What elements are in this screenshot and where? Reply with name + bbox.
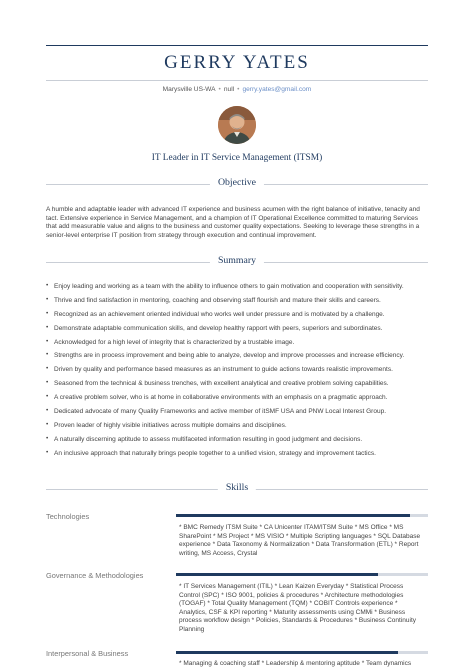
profile-photo xyxy=(218,106,256,144)
location: Marysville US-WA xyxy=(162,86,216,93)
list-item: • An inclusive approach that naturally brings people together to a unified vision, strategy and improvement tactics. xyxy=(46,448,376,457)
list-item: • Proven leader of highly visible initiatives across multiple domains and disciplines. xyxy=(46,420,287,429)
list-item: • A naturally discerning aptitude to assess multifaceted information resulting in good judgment and decisions. xyxy=(46,434,363,443)
list-item: • Recognized as an achievement oriented individual who works well under pressure and is motivated by a challenge. xyxy=(46,309,385,318)
profile-photo-image xyxy=(218,106,256,144)
skill-level-bar xyxy=(176,651,428,654)
candidate-name: GERRY YATES xyxy=(164,52,310,73)
name-divider xyxy=(46,80,428,81)
email-link[interactable]: gerry.yates@gmail.com xyxy=(242,86,312,93)
list-item: • Strengths are in process improvement and being able to analyze, develop and improve processes and increase efficiency. xyxy=(46,351,405,360)
list-item: • A creative problem solver, who is at home in collaborative environments with an emphasis on a pragmatic approach. xyxy=(46,393,388,402)
skill-level-fill xyxy=(176,514,410,517)
summary-heading xyxy=(46,255,428,269)
list-item: • Demonstrate adaptable communication skills, and develop healthy rapport with peers, superiors and subordinates. xyxy=(46,323,383,332)
skill-level-bar xyxy=(176,573,428,576)
objective-text: A humble and adaptable leader with advanced IT experience and business acumen with the right balance of initiative, tenacity and tact. Extensive experience in Service Management, and a champion of IT Operational Excellence committed to maturing Services that add measurable value and aligns to the business and customer quality expectations. Seeking to leverage these strengths in a senior-level enterprise IT position from strategy through execution and continual improvement. xyxy=(46,206,420,239)
skill-level-fill xyxy=(176,651,398,654)
objective-heading xyxy=(46,177,428,191)
summary-list xyxy=(46,283,428,464)
headline: IT Leader in IT Service Management (ITSM) xyxy=(151,153,323,163)
skill-label-technologies: Technologies xyxy=(46,512,90,521)
list-item: • Enjoy leading and working as a team with the ability to influence others to gain motivation and cooperation with sensitivity. xyxy=(46,282,404,290)
skill-text-governance: * IT Services Management (ITIL) * Lean Kaizen Everyday * Statistical Process Control (SPC) * ISO 9001, policies & procedures * Architecture methodologies (TOGAF) * Total Quality Management (TQM) * COBIT Controls experience * Analytics, CSF & KPI reporting * Maturity assessments using CMMi * Business process workflow design * Policies, Standards & Procedures * Business Continuity Planning xyxy=(179,583,417,633)
skill-label-interpersonal: Interpersonal & Business xyxy=(46,649,129,658)
skills-heading xyxy=(46,482,428,496)
skill-level-fill xyxy=(176,573,378,576)
contact-line xyxy=(0,86,474,93)
list-item: • Seasoned from the technical & business trenches, with excellent analytical and creative problem solving capabilities. xyxy=(46,379,389,388)
objective-title: Objective xyxy=(210,177,264,188)
list-item: • Dedicated advocate of many Quality Frameworks and active member of itSMF USA and PNW Local Interest Group. xyxy=(46,407,387,416)
separator-dot: • xyxy=(218,86,221,93)
skill-text-technologies: * BMC Remedy ITSM Suite * CA Unicenter ITAM/ITSM Suite * MS Office * MS SharePoint * MS Project * MS VISIO * Multiple Scripting languages * SQL Database experience * Data Taxonomy & Normalization * Data Transformation (ETL) * Report writing, MS Access, Crystal xyxy=(179,524,421,557)
top-rule xyxy=(46,45,428,46)
list-item: • Acknowledged for a high level of integrity that is characterized by a trustable image. xyxy=(46,337,295,346)
skill-text-interpersonal: * Managing & coaching staff * Leadership & mentoring aptitude * Team dynamics xyxy=(179,660,412,667)
phone: null xyxy=(223,86,235,93)
list-item: • Driven by quality and performance based measures as an instrument to guide actions towards realistic improvements. xyxy=(46,365,393,374)
list-item: • Thrive and find satisfaction in mentoring, coaching and observing staff flourish and mature their skills and careers. xyxy=(46,295,381,304)
skill-label-governance: Governance & Methodologies xyxy=(46,571,144,580)
skills-title: Skills xyxy=(218,482,256,493)
separator-dot: • xyxy=(237,86,240,93)
summary-title: Summary xyxy=(210,255,264,266)
skill-level-bar xyxy=(176,514,428,517)
